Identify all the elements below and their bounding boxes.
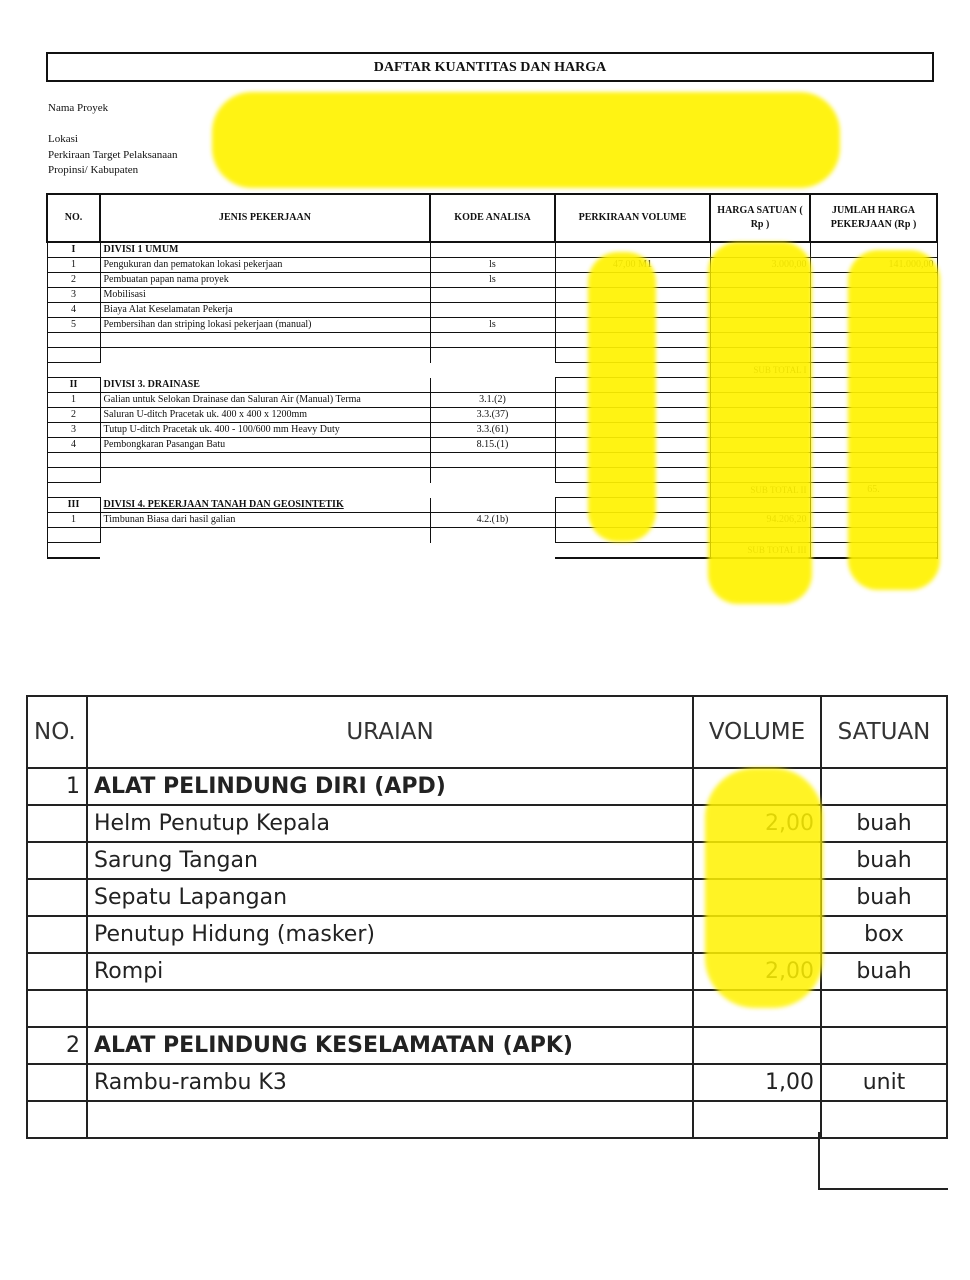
table-row: Sepatu Lapangan buah: [27, 879, 947, 916]
col-satuan: SATUAN: [821, 696, 947, 768]
highlighter-mark: [588, 252, 656, 542]
table-row: 5 Pembersihan dan striping lokasi pekerjaan (manual) ls: [47, 318, 937, 333]
col-jumlah-harga: JUMLAH HARGA PEKERJAAN (Rp ): [810, 194, 937, 242]
division-row: I DIVISI 1 UMUM: [47, 242, 937, 258]
table-row: Rambu-rambu K3 1,00 unit: [27, 1064, 947, 1101]
table-row: 1 Timbunan Biasa dari hasil galian 4.2.(1b): [47, 513, 937, 528]
col-jenis-pekerjaan: JENIS PEKERJAAN: [100, 194, 430, 242]
empty-cell-box: [818, 1132, 948, 1190]
col-harga-satuan: HARGA SATUAN ( Rp ): [710, 194, 810, 242]
empty-row: [27, 1101, 947, 1138]
group-row: 2 ALAT PELINDUNG KESELAMATAN (APK): [27, 1027, 947, 1064]
table-row: 4 Biaya Alat Keselamatan Pekerja: [47, 303, 937, 318]
table-row: 1 Pengukuran dan pematokan lokasi pekerjaan ls: [47, 258, 937, 273]
table-row: Helm Penutup Kepala buah: [27, 805, 947, 842]
division-row: III DIVISI 4. PEKERJAAN TANAH DAN GEOSINTETIK: [47, 498, 937, 513]
col-perkiraan-volume: PERKIRAAN VOLUME: [555, 194, 710, 242]
table-row: 3 Tutup U-ditch Pracetak uk. 400 - 100/600 mm Heavy Duty 3.3.(61): [47, 423, 937, 438]
table-row: Sarung Tangan buah: [27, 842, 947, 879]
highlighter-mark: [848, 250, 940, 590]
boq-header-row: [47, 194, 937, 242]
table-row: 2 Saluran U-ditch Pracetak uk. 400 x 400 x 1200mm 3.3.(37): [47, 408, 937, 423]
table-row: Rompi buah: [27, 953, 947, 990]
apd-header-row: [27, 696, 947, 768]
highlighter-mark: [708, 242, 812, 604]
col-no: NO.: [27, 696, 87, 768]
col-no: NO.: [47, 194, 100, 242]
table-row: 3 Mobilisasi: [47, 288, 937, 303]
document-title: DAFTAR KUANTITAS DAN HARGA: [46, 52, 934, 82]
col-kode-analisa: KODE ANALISA: [430, 194, 555, 242]
table-row: 2 Pembuatan papan nama proyek ls: [47, 273, 937, 288]
table-row: Penutup Hidung (masker) box: [27, 916, 947, 953]
meta-label-project: Nama Proyek: [48, 102, 109, 114]
table-row: 4 Pembongkaran Pasangan Batu 8.15.(1): [47, 438, 937, 453]
empty-row: [27, 990, 947, 1027]
meta-label-province: Propinsi/ Kabupaten: [48, 164, 139, 176]
meta-label-location: Lokasi: [48, 133, 78, 145]
highlighter-mark: [212, 92, 840, 188]
highlighter-mark: [705, 768, 823, 1008]
table-row: 1 Galian untuk Selokan Drainase dan Saluran Air (Manual) Terma 3.1.(2): [47, 393, 937, 408]
col-volume: VOLUME: [693, 696, 821, 768]
division-row: II DIVISI 3. DRAINASE: [47, 378, 937, 393]
col-uraian: URAIAN: [87, 696, 693, 768]
group-row: 1 ALAT PELINDUNG DIRI (APD): [27, 768, 947, 805]
meta-label-target: Perkiraan Target Pelaksanaan: [48, 149, 178, 161]
